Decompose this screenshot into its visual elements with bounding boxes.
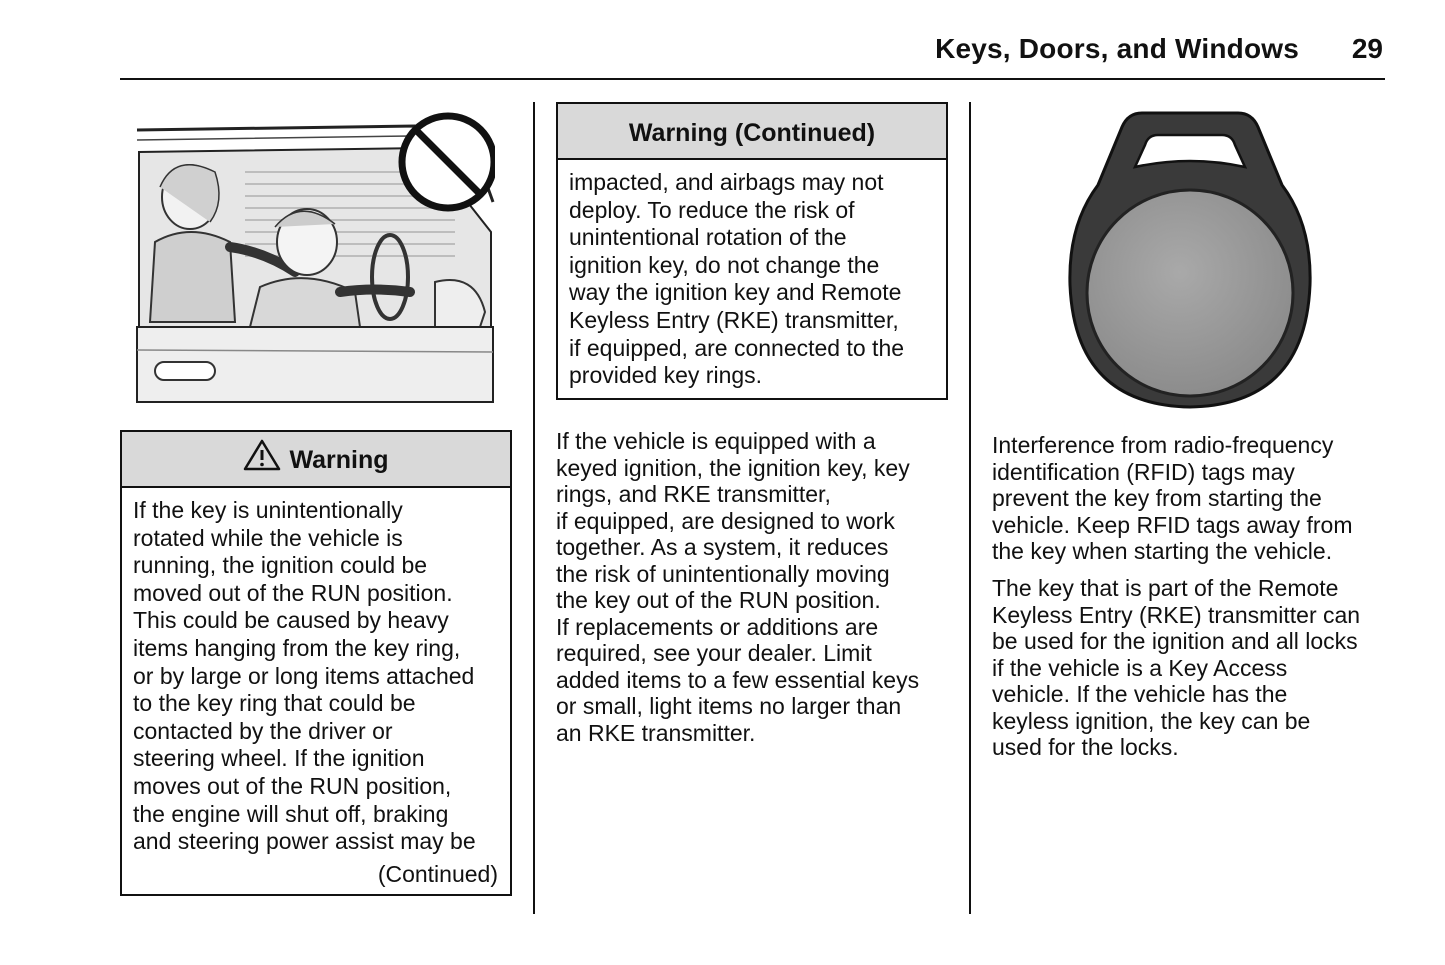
text-line: keyed ignition, the ignition key, key — [556, 454, 910, 481]
text-line: provided key rings. — [569, 362, 763, 389]
text-line: Keyless Entry (RKE) transmitter can — [992, 601, 1361, 628]
text-line: added items to a few essential keys — [556, 666, 920, 693]
text-line: or small, light items no larger than — [556, 693, 902, 719]
text-line: required, see your dealer. Limit — [556, 640, 872, 666]
rfid-key-fob-illustration — [1060, 105, 1320, 410]
text-line: the risk of unintentionally moving — [556, 560, 890, 587]
column-divider-left — [533, 102, 535, 914]
rfid-paragraph — [992, 432, 1392, 565]
page-number: 29 — [1351, 33, 1383, 64]
warning-body — [122, 488, 510, 856]
text-line: unintentional rotation of the — [569, 224, 847, 251]
text-line: deploy. To reduce the risk of — [569, 196, 855, 223]
text-line: to the key ring that could be — [133, 690, 416, 717]
section-title: Keys, Doors, and Windows — [935, 33, 1299, 64]
warning-continued-header: Warning (Continued) — [558, 104, 946, 160]
text-line: This could be caused by heavy — [133, 607, 449, 634]
text-line: identification (RFID) tags may — [992, 458, 1295, 485]
column-divider-right — [969, 102, 971, 914]
warning-title: Warning — [289, 446, 389, 474]
warning-box — [120, 430, 512, 896]
text-line: impacted, and airbags may not — [569, 169, 884, 195]
text-line: the key out of the RUN position. — [556, 587, 881, 613]
text-line: vehicle. If the vehicle has the — [992, 681, 1288, 707]
text-line: prevent the key from starting the — [992, 485, 1322, 511]
text-line: rings, and RKE transmitter, — [556, 481, 831, 507]
text-line: If the vehicle is equipped with a — [556, 428, 876, 454]
text-line: together. As a system, it reduces — [556, 534, 889, 560]
warning-continued-box — [556, 102, 948, 400]
text-line: contacted by the driver or — [133, 717, 393, 744]
text-line: the key when starting the vehicle. — [992, 538, 1333, 564]
text-line: if equipped, are designed to work — [556, 507, 895, 534]
text-line: the engine will shut off, braking — [133, 800, 449, 827]
text-line: be used for the ignition and all locks — [992, 628, 1358, 654]
text-line: vehicle. Keep RFID tags away from — [992, 511, 1353, 538]
text-line: Interference from radio-frequency — [992, 432, 1334, 458]
text-line: Keyless Entry (RKE) transmitter, — [569, 306, 899, 333]
text-line: ignition key, do not change the — [569, 251, 880, 278]
text-line: If the key is unintentionally — [133, 497, 403, 523]
text-line: an RKE transmitter. — [556, 719, 756, 746]
warning-triangle-icon — [243, 439, 281, 471]
text-line: The key that is part of the Remote — [992, 575, 1339, 601]
continued-label: (Continued) — [377, 861, 498, 887]
text-line: moved out of the RUN position. — [133, 579, 453, 606]
children-in-car-illustration — [135, 112, 495, 404]
text-line: keyless ignition, the key can be — [992, 707, 1311, 734]
text-line: running, the ignition could be — [133, 552, 428, 579]
text-line: if equipped, are connected to the — [569, 334, 905, 361]
rke-key-paragraph — [992, 575, 1392, 761]
warning-continued-body — [558, 160, 946, 390]
text-line: used for the locks. — [992, 734, 1179, 760]
text-line: moves out of the RUN position, — [133, 772, 452, 799]
text-line: if the vehicle is a Key Access — [992, 654, 1288, 681]
warning-header — [122, 432, 510, 488]
header-rule — [120, 78, 1385, 80]
text-line: If replacements or additions are — [556, 613, 879, 640]
text-line: rotated while the vehicle is — [133, 524, 403, 551]
text-line: or by large or long items attached — [133, 662, 475, 689]
ignition-paragraph — [556, 428, 956, 746]
text-line: and steering power assist may be — [133, 828, 476, 855]
text-line: way the ignition key and Remote — [569, 279, 902, 306]
text-line: steering wheel. If the ignition — [133, 745, 425, 772]
text-line: items hanging from the key ring, — [133, 634, 461, 661]
